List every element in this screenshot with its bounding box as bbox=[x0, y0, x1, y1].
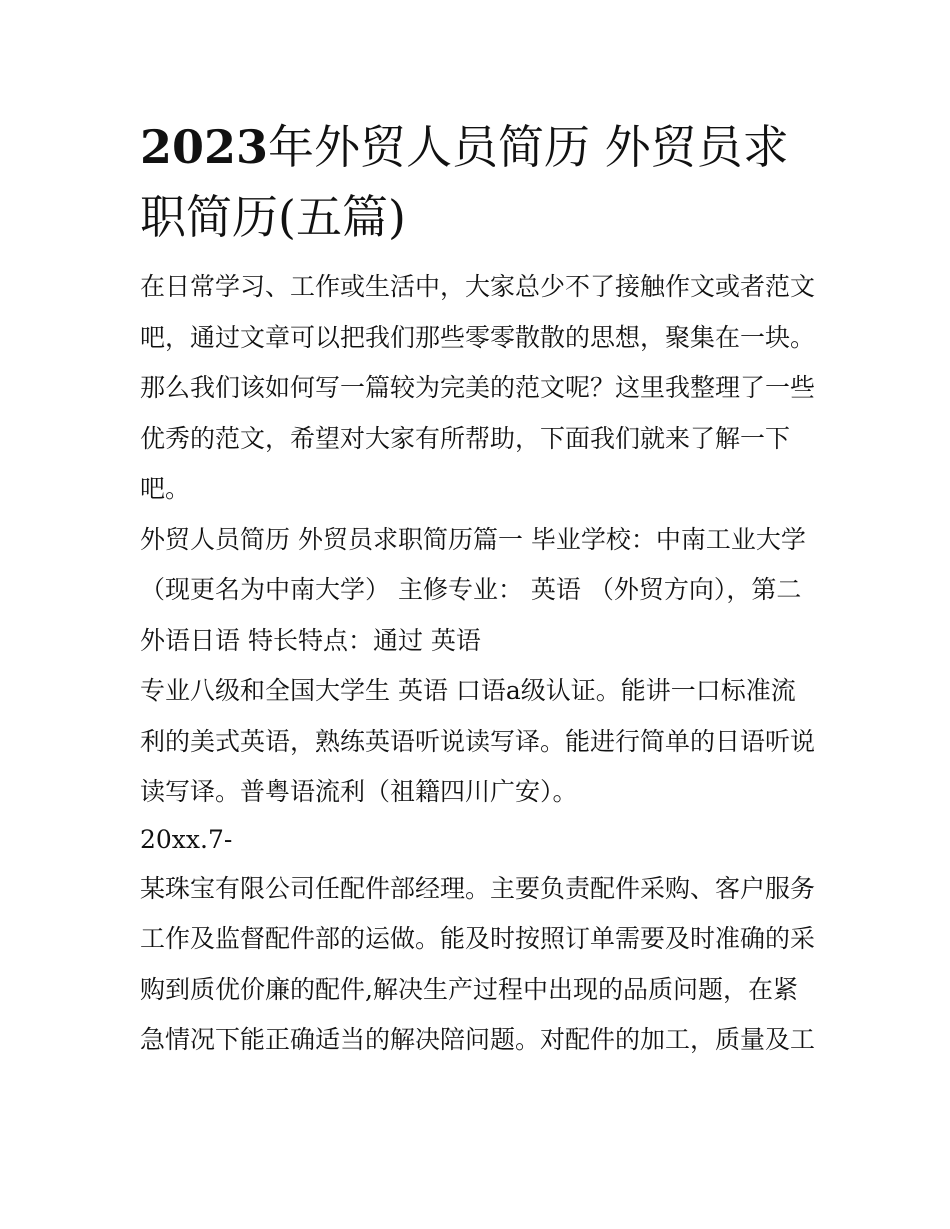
title-year: 2023 bbox=[140, 120, 269, 174]
document-title bbox=[140, 112, 820, 252]
document-content bbox=[140, 112, 820, 1066]
intro-paragraph: 在日常学习、工作或生活中，大家总少不了接触作文或者范文吧，通过文章可以把我们那些零零散散的思想，聚集在一块。那么我们该如何写一篇较为完美的范文呢？这里我整理了一些优秀的范文，希望对大家有所帮助，下面我们就来了解一下吧。 bbox=[140, 272, 816, 503]
title-text: 年外贸人员简历 外贸员求职简历(五篇) bbox=[140, 120, 789, 244]
resume-date-line: 20xx.7- bbox=[140, 824, 233, 854]
resume-experience-paragraph: 某珠宝有限公司任配件部经理。主要负责配件采购、客户服务工作及监督配件部的运做。能及时按照订单需要及时准确的采购到质优价廉的配件,解决生产过程中出现的品质问题，在紧急情况下能正确适当的解决陪问题。对配件的加工，质量及工 bbox=[140, 873, 816, 1054]
resume-education-paragraph: 外贸人员简历 外贸员求职简历篇一 毕业学校：中南工业大学（现更名为中南大学） 主修专业： 英语 （外贸方向），第二外语日语 特长特点：通过 英语 bbox=[140, 524, 806, 655]
resume-skills-paragraph: 专业八级和全国大学生 英语 口语a级认证。能讲一口标准流利的美式英语，熟练英语听说读写译。能进行简单的日语听说读写译。普粤语流利（祖籍四川广安）。 bbox=[140, 676, 816, 806]
